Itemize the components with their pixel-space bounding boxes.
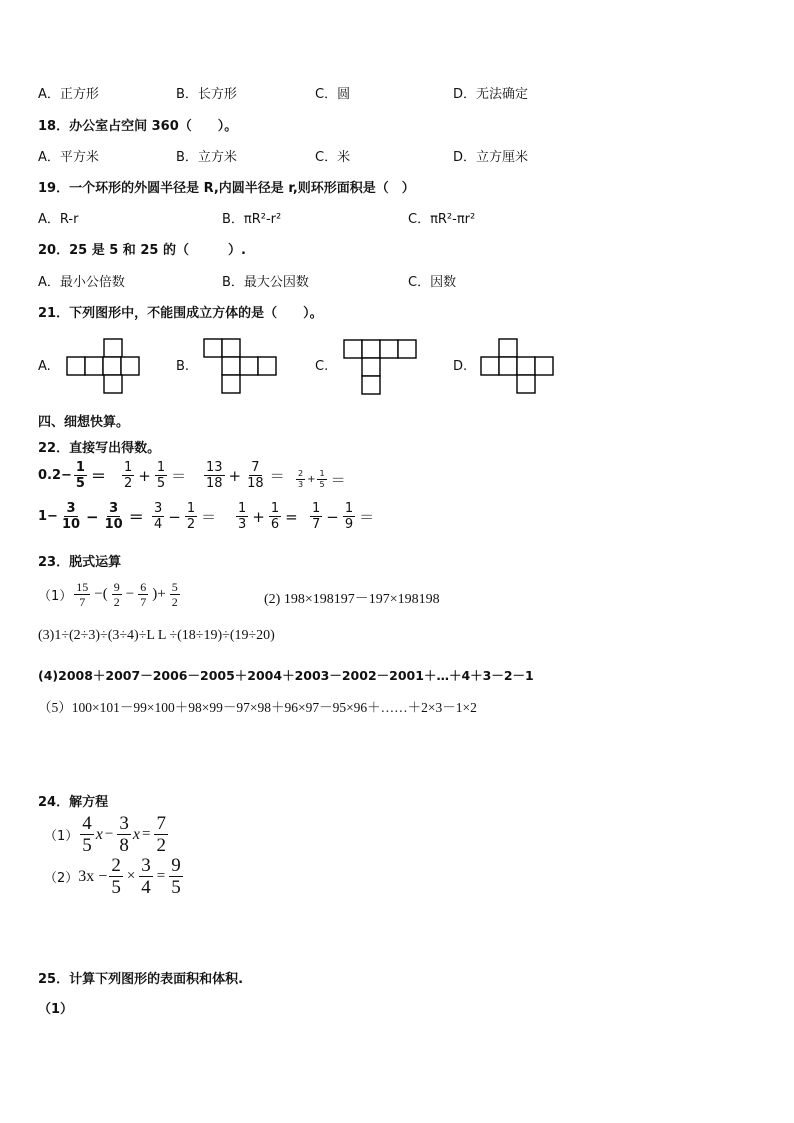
numerator: 4 bbox=[82, 813, 92, 834]
q23-part5: （5）100×101－99×100＋98×99－97×98＋96×97－95×96＋……＋2×3－1×2 bbox=[38, 700, 477, 715]
q21-label-d: D. bbox=[453, 359, 468, 374]
q24-equation2: （2） 3x − $\frac{2}{5}$ × $\frac{3}{4}$ = $\frac{9}{5}$ bbox=[44, 855, 181, 898]
denominator: 5 bbox=[75, 476, 85, 491]
q22-row1-a bbox=[38, 461, 108, 490]
denominator: 2 bbox=[186, 517, 196, 532]
q19-option-c: C．πR²-πr² bbox=[408, 212, 476, 227]
denominator: 7 bbox=[140, 595, 147, 609]
denominator: 4 bbox=[154, 517, 163, 532]
numerator: 6 bbox=[140, 580, 147, 594]
numerator: 3 bbox=[141, 855, 151, 876]
numerator: 1 bbox=[238, 501, 247, 516]
q22-stem: 22．直接写出得数。 bbox=[38, 441, 161, 456]
numerator: 2 bbox=[298, 469, 304, 478]
denominator: 2 bbox=[156, 835, 166, 856]
numerator: 1 bbox=[319, 469, 325, 478]
q18-option-d: D．立方厘米 bbox=[453, 150, 529, 165]
numerator: 7 bbox=[156, 813, 166, 834]
q17-option-a: A．正方形 bbox=[38, 87, 99, 102]
numerator: 7 bbox=[251, 460, 260, 475]
numerator: 15 bbox=[76, 580, 89, 594]
q18-option-a: A．平方米 bbox=[38, 150, 99, 165]
denominator: 6 bbox=[270, 517, 280, 532]
q20-stem: 20．25 是 5 和 25 的（ ）. bbox=[38, 243, 246, 258]
denominator: 3 bbox=[238, 517, 247, 532]
q21-label-c: C. bbox=[315, 359, 329, 374]
q17-option-d: D．无法确定 bbox=[453, 87, 529, 102]
numerator: 1 bbox=[312, 501, 321, 516]
denominator: 10 bbox=[61, 517, 81, 532]
q23-stem: 23．脱式运算 bbox=[38, 555, 122, 570]
denominator: 5 bbox=[82, 835, 92, 856]
numerator: 3 bbox=[119, 813, 129, 834]
numerator: 2 bbox=[111, 855, 121, 876]
part-label: （2） bbox=[44, 871, 79, 886]
numerator: 1 bbox=[75, 460, 85, 475]
q23-part2: (2) 198×198197－197×198198 bbox=[264, 592, 440, 607]
q21-stem: 21．下列图形中，不能围成立方体的是（ ）。 bbox=[38, 306, 323, 321]
numerator: 1 bbox=[124, 460, 133, 475]
equals: ＝ bbox=[90, 467, 106, 485]
cube-net-d bbox=[480, 338, 556, 396]
denominator: 8 bbox=[119, 835, 129, 856]
denominator: 5 bbox=[111, 877, 121, 898]
numerator: 1 bbox=[186, 501, 196, 516]
q18-option-c: C．米 bbox=[315, 150, 351, 165]
numerator: 13 bbox=[206, 460, 223, 475]
q17-option-c: C．圆 bbox=[315, 87, 351, 102]
q22-row2-d: $\frac{1}{7}$ − $\frac{1}{9}$ ＝ bbox=[312, 501, 375, 532]
denominator: 2 bbox=[113, 595, 120, 609]
q22-row2-a: 1− $\frac{3}{10}$ − $\frac{3}{10}$ ＝ bbox=[38, 501, 144, 532]
numerator: 1 bbox=[156, 460, 166, 475]
numerator: 9 bbox=[113, 580, 120, 594]
denominator: 5 bbox=[171, 877, 181, 898]
numerator: 5 bbox=[171, 580, 178, 594]
denominator: 2 bbox=[124, 476, 133, 491]
q20-option-c: C．因数 bbox=[408, 275, 457, 290]
cube-net-a bbox=[66, 338, 142, 396]
q23-part4: (4)2008＋2007－2006－2005＋2004＋2003－2002－2001＋…＋4＋3－2－1 bbox=[38, 668, 534, 683]
denominator: 5 bbox=[156, 476, 166, 491]
denominator: 2 bbox=[171, 595, 178, 609]
denominator: 7 bbox=[312, 517, 321, 532]
section-heading: 四、细想快算。 bbox=[38, 415, 130, 430]
q17-option-b: B．长方形 bbox=[176, 87, 237, 102]
q22-row2-b: $\frac{3}{4}$ − $\frac{1}{2}$ ＝ bbox=[154, 501, 217, 532]
part-label: （1） bbox=[44, 829, 79, 844]
expr-text: 3x − bbox=[78, 867, 108, 885]
numerator: 3 bbox=[66, 501, 76, 516]
q22-row1-d: $\frac{2}{3}$ + $\frac{1}{5}$ ＝ bbox=[298, 469, 346, 489]
numerator: 3 bbox=[109, 501, 119, 516]
q18-stem: 18．办公室占空间 360（ ）。 bbox=[38, 119, 238, 134]
numerator: 1 bbox=[270, 501, 280, 516]
cube-net-c bbox=[343, 339, 419, 397]
q25-stem: 25．计算下列图形的表面积和体积. bbox=[38, 972, 244, 987]
denominator: 5 bbox=[319, 480, 325, 489]
numerator: 9 bbox=[171, 855, 181, 876]
denominator: 3 bbox=[298, 480, 304, 489]
q18-option-b: B．立方米 bbox=[176, 150, 237, 165]
denominator: 4 bbox=[141, 877, 151, 898]
q25-part1: （1） bbox=[38, 1002, 74, 1017]
expr-text: 1− bbox=[38, 509, 58, 524]
q20-option-a: A．最小公倍数 bbox=[38, 275, 125, 290]
q24-equation1: （1） $\frac{4}{5}$ x − $\frac{3}{8}$ x = $\frac{7}{2}$ bbox=[44, 813, 166, 856]
q22-row1-c: $\frac{13}{18}$ + $\frac{7}{18}$ ＝ bbox=[206, 460, 285, 491]
q19-option-b: B．πR²-r² bbox=[222, 212, 282, 227]
q19-stem: 19．一个环形的外圆半径是 R,内圆半径是 r,则环形面积是（ ） bbox=[38, 181, 415, 196]
denominator: 18 bbox=[247, 476, 264, 491]
q21-label-b: B. bbox=[176, 359, 190, 374]
numerator: 1 bbox=[344, 501, 354, 516]
cube-net-b bbox=[203, 338, 279, 396]
denominator: 7 bbox=[79, 595, 86, 609]
q23-part1: （1） $\frac{15}{7}$ −( $\frac{9}{2}$ − $\frac{6}{7}$ )+ $\frac{5}{2}$ bbox=[38, 580, 178, 609]
denominator: 18 bbox=[206, 476, 223, 491]
q23-part3: (3)1÷(2÷3)÷(3÷4)÷L L ÷(18÷19)÷(19÷20) bbox=[38, 628, 275, 643]
q22-row2-c: $\frac{1}{3}$ + $\frac{1}{6}$ = bbox=[238, 501, 298, 532]
part-label: （1） bbox=[38, 589, 73, 604]
q21-label-a: A. bbox=[38, 359, 51, 374]
denominator: 10 bbox=[104, 517, 123, 532]
q19-option-a: A．R-r bbox=[38, 212, 79, 227]
q22-row1-b: $\frac{1}{2}$ + $\frac{1}{5}$ ＝ bbox=[124, 460, 187, 491]
q20-option-b: B．最大公因数 bbox=[222, 275, 309, 290]
q24-stem: 24．解方程 bbox=[38, 795, 109, 810]
denominator: 9 bbox=[344, 517, 354, 532]
numerator: 3 bbox=[154, 501, 163, 516]
expr-text: 0.2− bbox=[38, 468, 72, 483]
